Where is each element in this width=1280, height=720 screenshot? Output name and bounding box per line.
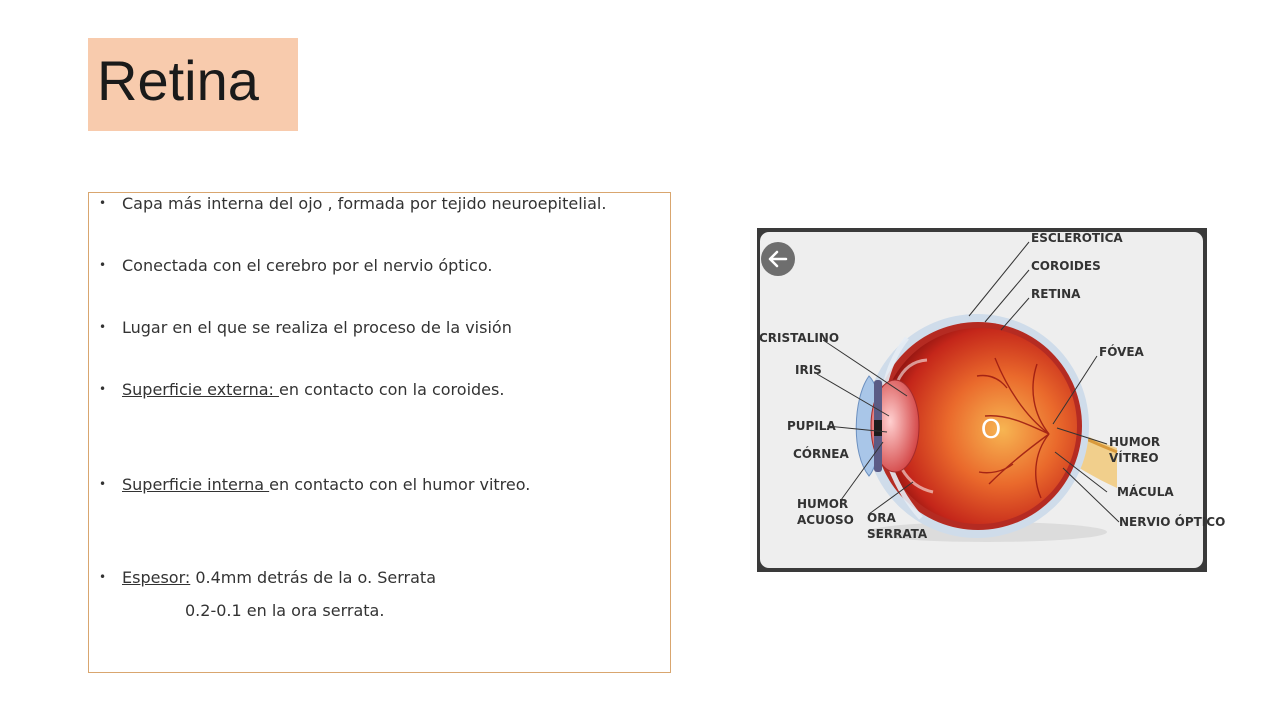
label-iris: IRIS <box>795 363 822 377</box>
label-humor-acuoso-2: ACUOSO <box>797 513 854 527</box>
bullet-item <box>99 194 606 213</box>
content-box <box>88 192 671 673</box>
label-retina: RETINA <box>1031 287 1081 301</box>
label-ora-serrata-1: ORA <box>867 511 896 525</box>
bullet-dot: • <box>99 196 107 210</box>
label-humor-acuoso-1: HUMOR <box>797 497 849 511</box>
label-nervio-optico: NERVIO ÓPTICO <box>1119 515 1226 529</box>
label-humor-vitreo-2: VÍTREO <box>1109 451 1159 465</box>
bullet-item <box>99 475 530 494</box>
bullet-text: en contacto con el humor vitreo. <box>269 475 531 494</box>
bullet-dot: • <box>99 477 107 491</box>
bullet-text: Conectada con el cerebro por el nervio óptico. <box>122 256 493 275</box>
bullet-dot: • <box>99 320 107 334</box>
bullet-dot: • <box>99 570 107 584</box>
eye-diagram <box>757 228 1226 572</box>
label-ora-serrata-2: SERRATA <box>867 527 928 541</box>
bullet-underlined-text: Espesor: <box>122 568 191 587</box>
label-cornea: CÓRNEA <box>793 447 849 461</box>
label-pupila: PUPILA <box>787 419 836 433</box>
title-box <box>88 38 298 131</box>
center-mark-label: O <box>980 415 1002 445</box>
bullet-text: Lugar en el que se realiza el proceso de la visión <box>122 318 512 337</box>
label-macula: MÁCULA <box>1117 485 1174 499</box>
slide-title: Retina <box>97 49 259 112</box>
label-fovea: FÓVEA <box>1099 345 1144 359</box>
bullet-dot: • <box>99 382 107 396</box>
label-cristalino: CRISTALINO <box>759 331 840 345</box>
pupil <box>874 420 882 436</box>
bullet-dot: • <box>99 258 107 272</box>
bullet-text: en contacto con la coroides. <box>279 380 505 399</box>
bullet-item <box>99 318 512 337</box>
label-humor-vitreo-1: HUMOR <box>1109 435 1161 449</box>
bullet-item <box>99 568 436 587</box>
arrow-left-icon[interactable] <box>761 242 795 276</box>
bullet-continuation: 0.2-0.1 en la ora serrata. <box>185 601 385 620</box>
bullet-text: Capa más interna del ojo , formada por tejido neuroepitelial. <box>122 194 607 213</box>
label-esclerotica: ESCLERÓTICA <box>1031 231 1123 245</box>
bullet-text: 0.4mm detrás de la o. Serrata <box>190 568 436 587</box>
bullet-underlined-text: Superficie interna <box>122 475 270 494</box>
bullet-item <box>99 380 504 399</box>
bullet-item <box>99 256 492 275</box>
eye-anatomy-figure <box>757 228 1226 572</box>
bullet-underlined-text: Superficie externa: <box>122 380 279 399</box>
label-coroides: COROIDES <box>1031 259 1101 273</box>
